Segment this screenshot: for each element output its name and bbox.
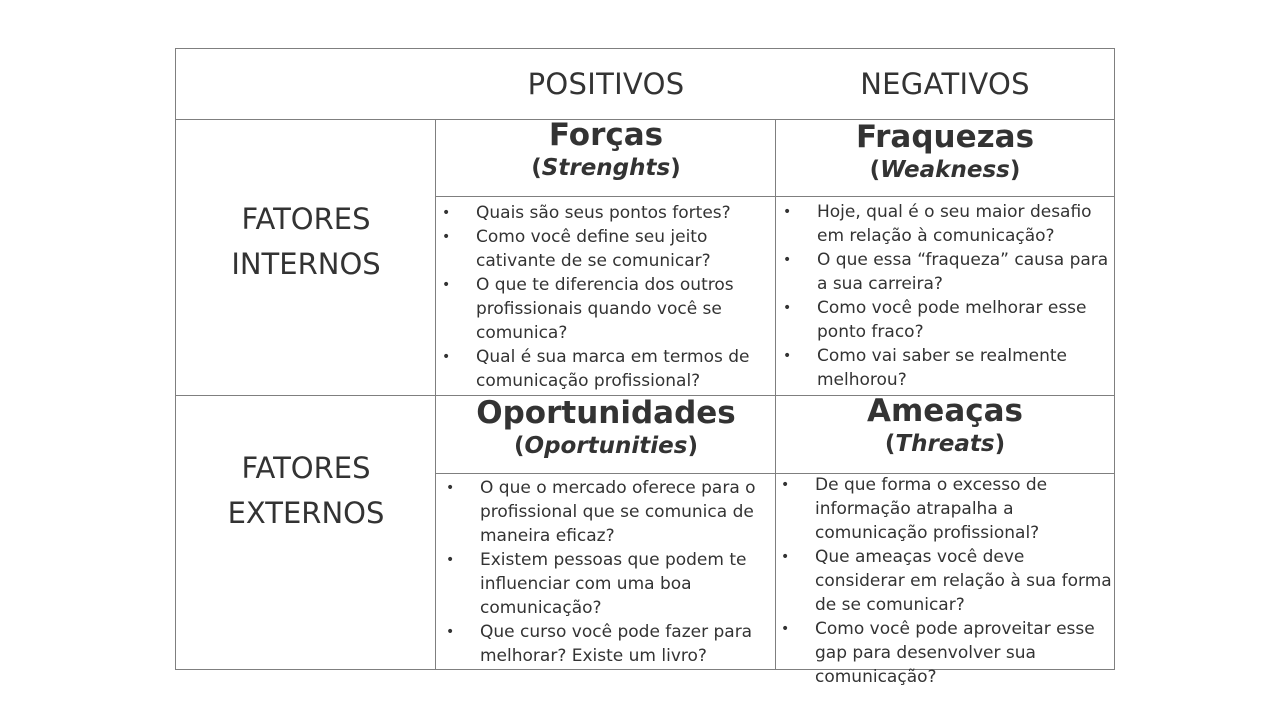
opportunities-title: Oportunidades [476, 395, 736, 431]
strengths-subtitle-text: Strenghts [541, 155, 671, 181]
list-item: • O que essa “fraqueza” causa para a sua carreira? [783, 248, 1111, 296]
list-item: • Quais são seus pontos fortes? [442, 201, 762, 225]
negative-label: NEGATIVOS [860, 67, 1030, 101]
negative-column-header [776, 49, 1114, 119]
list-item: • Como você pode aproveitar esse gap para desenvolver sua comunicação? [781, 617, 1114, 689]
list-item: • Que curso você pode fazer para melhorar? Existe um livro? [446, 620, 764, 668]
threats-subtitle: (Threats) [884, 431, 1006, 457]
opportunities-subtitle-text: Oportunities [524, 433, 688, 459]
threats-subtitle-text: Threats [895, 431, 995, 457]
strengths-heading [436, 117, 776, 183]
weaknesses-subtitle-text: Weakness [880, 157, 1010, 183]
weaknesses-list [783, 200, 1111, 392]
swot-table [175, 48, 1115, 687]
external-factors-label [176, 446, 436, 536]
list-item: • De que forma o excesso de informação atrapalha a comunicação profissional? [781, 473, 1114, 545]
opportunities-list [446, 476, 764, 668]
list-item: • Como vai saber se realmente melhorou? [783, 344, 1111, 392]
internal-line2: INTERNOS [231, 247, 381, 281]
list-item: • Hoje, qual é o seu maior desafio em relação à comunicação? [783, 200, 1111, 248]
strengths-list [442, 201, 762, 393]
external-line2: EXTERNOS [227, 496, 385, 530]
positive-label: POSITIVOS [527, 67, 685, 101]
opportunities-heading [436, 395, 776, 461]
weaknesses-subtitle: (Weakness) [869, 157, 1021, 183]
list-item: • Que ameaças você deve considerar em relação à sua forma de se comunicar? [781, 545, 1114, 617]
internal-factors-label [176, 197, 436, 287]
list-item: • Como você define seu jeito cativante de se comunicar? [442, 225, 762, 273]
internal-line1: FATORES [241, 202, 371, 236]
external-line1: FATORES [241, 451, 371, 485]
list-item: • Existem pessoas que podem te influenciar com uma boa comunicação? [446, 548, 764, 620]
weaknesses-title: Fraquezas [855, 119, 1035, 155]
list-item: • Qual é sua marca em termos de comunicação profissional? [442, 345, 762, 393]
threats-title: Ameaças [867, 393, 1023, 429]
internal-subheader-divider [436, 196, 1114, 197]
list-item: • Como você pode melhorar esse ponto fraco? [783, 296, 1111, 344]
strengths-title: Forças [548, 117, 664, 153]
list-item: • O que o mercado oferece para o profissional que se comunica de maneira eficaz? [446, 476, 764, 548]
strengths-subtitle: (Strenghts) [531, 155, 681, 181]
threats-list [781, 473, 1114, 689]
list-item: • O que te diferencia dos outros profissionais quando você se comunica? [442, 273, 762, 345]
weaknesses-heading [776, 119, 1114, 185]
positive-column-header [436, 49, 776, 119]
opportunities-subtitle: (Oportunities) [514, 433, 698, 459]
threats-heading [776, 393, 1114, 459]
